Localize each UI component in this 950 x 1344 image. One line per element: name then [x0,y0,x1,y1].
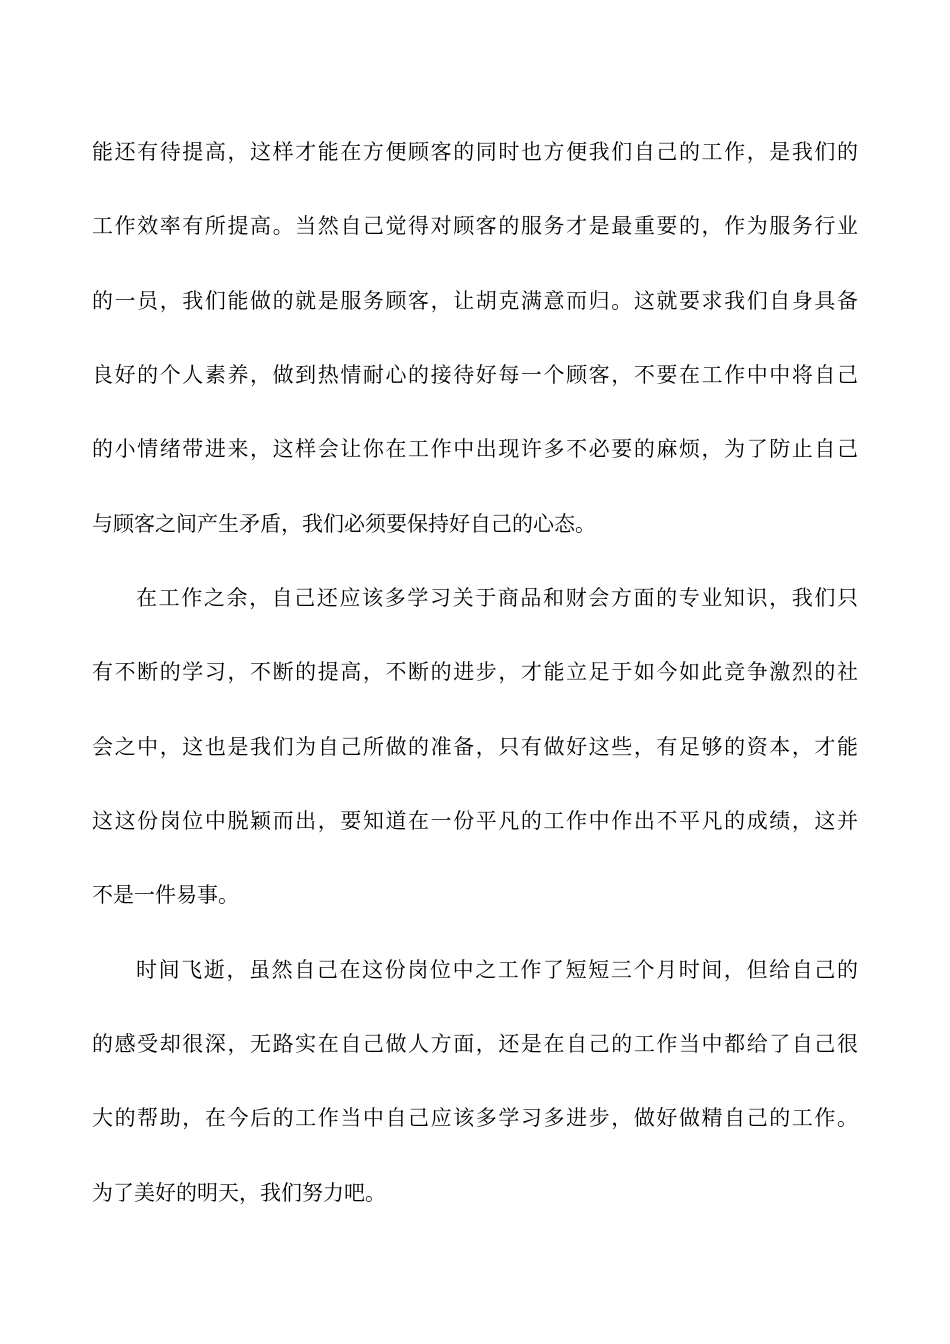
text-line: 这这份岗位中脱颖而出，要知道在一份平凡的工作中作出不平凡的成绩，这并 [92,809,858,833]
text-line: 大的帮助，在今后的工作当中自己应该多学习多进步，做好做精自己的工作。 [92,1106,858,1130]
text-line: 工作效率有所提高。当然自己觉得对顾客的服务才是最重要的，作为服务行业 [92,214,858,238]
text-line: 的感受却很深，无路实在自己做人方面，还是在自己的工作当中都给了自己很 [92,1032,858,1056]
text-line: 会之中，这也是我们为自己所做的准备，只有做好这些，有足够的资本，才能 [92,735,858,759]
text-line: 为了美好的明天，我们努力吧。 [92,1181,386,1205]
text-line: 在工作之余，自己还应该多学习关于商品和财会方面的专业知识，我们只 [136,586,858,610]
text-line: 与顾客之间产生矛盾，我们必须要保持好自己的心态。 [92,512,596,536]
text-line: 的一员，我们能做的就是服务顾客，让胡克满意而归。这就要求我们自身具备 [92,289,858,313]
text-line: 的小情绪带进来，这样会让你在工作中出现许多不必要的麻烦，为了防止自己 [92,437,858,461]
text-line: 有不断的学习，不断的提高，不断的进步，才能立足于如今如此竞争激烈的社 [92,660,858,684]
text-line: 能还有待提高，这样才能在方便顾客的同时也方便我们自己的工作，是我们的 [92,140,858,164]
text-line: 时间飞逝，虽然自己在这份岗位中之工作了短短三个月时间，但给自己的 [136,958,858,982]
text-line: 良好的个人素养，做到热情耐心的接待好每一个顾客，不要在工作中中将自己 [92,363,858,387]
text-line: 不是一件易事。 [92,883,239,907]
